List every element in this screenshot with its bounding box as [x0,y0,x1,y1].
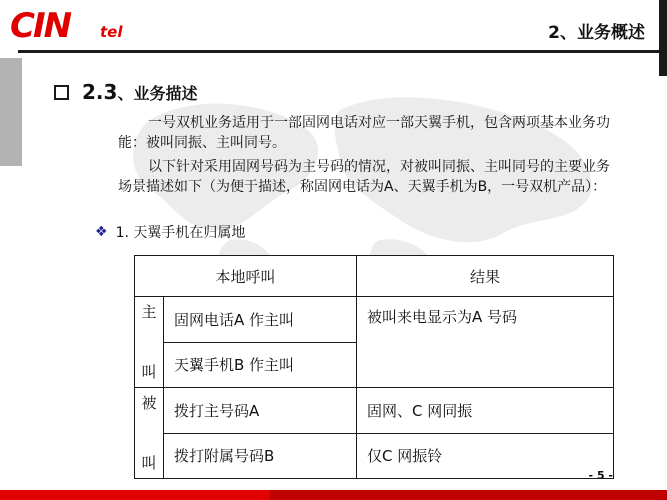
section-number: 2.3 [82,80,118,104]
sub-item-heading [95,222,245,242]
table-header-row [135,256,614,297]
left-accent-bar [0,58,22,166]
table-cell-action: 拨打主号码A [164,388,357,434]
table-cell-action: 拨打附属号码B [164,433,357,479]
table-cell-result: 仅C 网振铃 [357,433,614,479]
page-title: 2、业务概述 [548,23,645,43]
logo-sub-text: tel [100,23,123,41]
scenario-table [134,255,614,479]
table-group-caller: 主 叫 [135,297,164,388]
sub-item-label: 1. 天翼手机在归属地 [115,225,246,241]
table-cell-result: 固网、C 网同振 [357,388,614,434]
right-accent-bar [659,0,667,76]
header-divider [18,50,659,53]
table-cell-action: 天翼手机B 作主叫 [164,342,357,388]
table-cell-action: 固网电话A 作主叫 [164,297,357,343]
table-row [135,297,614,343]
page-number: - 5 - [588,469,613,482]
paragraph-scenario: 以下针对采用固网号码为主号码的情况，对被叫同振、主叫同号的主要业务场景描述如下（为便于描述，称固网电话为A、天翼手机为B，一号双机产品）： [118,159,610,195]
table-header-result: 结果 [357,256,614,297]
table-header-local-call: 本地呼叫 [135,256,357,297]
footer-bar-dark [270,490,667,500]
table-cell-result: 被叫来电显示为A 号码 [357,297,614,388]
diamond-bullet-icon: ❖ [95,224,108,240]
company-logo [10,6,130,46]
square-bullet-icon [54,85,69,100]
table-group-callee: 被 叫 [135,388,164,479]
section-title: 、业务描述 [117,83,198,103]
table-row [135,433,614,479]
paragraph-intro: 一号双机业务适用于一部固网电话对应一部天翼手机，包含两项基本业务功能：被叫同振、主叫同号。 [118,115,610,151]
table-row [135,388,614,434]
section-heading [54,80,197,104]
logo-main-text: CIN [10,6,71,46]
